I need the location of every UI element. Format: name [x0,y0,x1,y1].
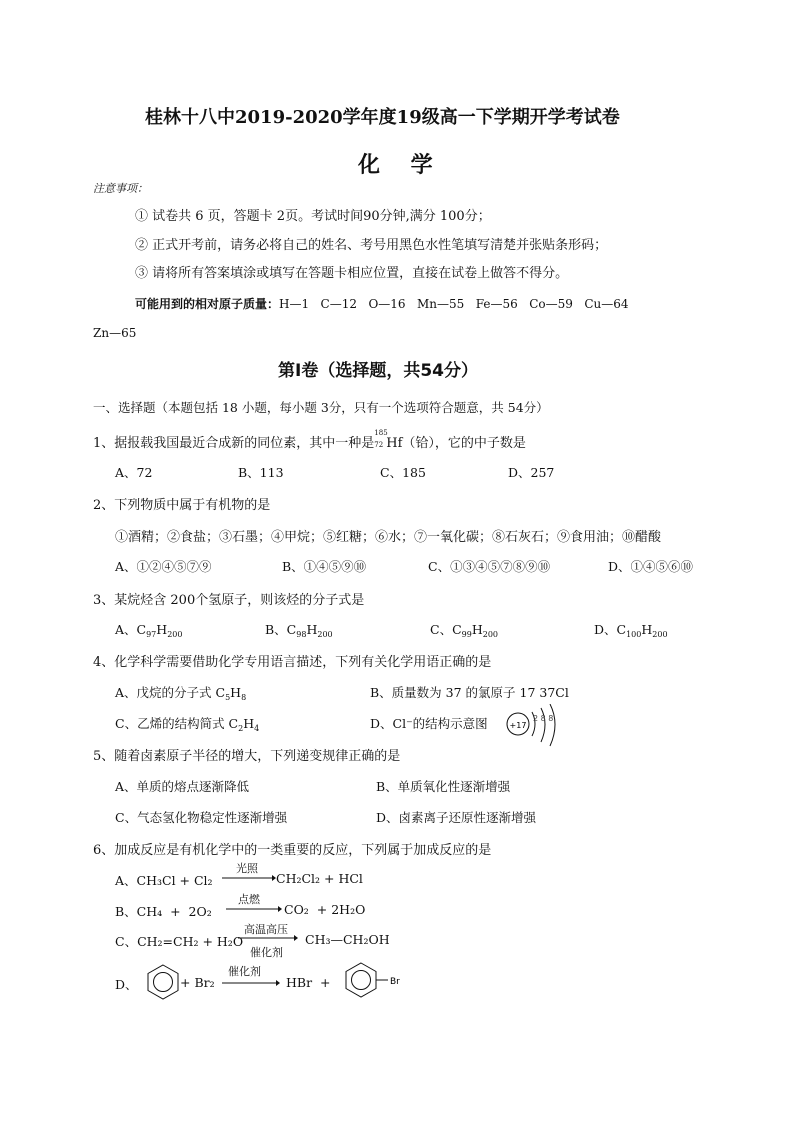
q6-c-condition-top: 高温高压 [244,923,288,936]
q5-option-a: A、单质的熔点逐渐降低 [115,779,250,794]
q4-option-c: C、乙烯的结构简式 $C_2H_4$ [115,716,260,733]
section-title: 第Ⅰ卷（选择题，共54分） [278,361,478,381]
q4-option-a: A、戊烷的分子式 $C_5H_8$ [115,685,247,702]
q1-option-d: D、257 [508,465,555,480]
q6-b-reactants: B、CH₄ + 2O₂ [115,904,212,919]
note-item-3: ③ 请将所有答案填涂或填写在答题卡相应位置，直接在试卷上做答不得分。 [135,266,569,281]
atomic-mass-cont: Zn—65 [93,326,137,340]
q6-a-condition: 光照 [236,862,258,875]
q6-b-products: CO₂ + 2H₂O [284,902,366,917]
q6-b-condition: 点燃 [238,893,260,906]
question-1 [93,429,526,451]
bromobenzene-structure [341,960,411,1002]
q4-option-d: D、Cl⁻的结构示意图 [370,716,488,731]
q1-symbol: Hf（铪），它的中子数是 [386,436,526,451]
atomic-mass-values: H—1 C—12 O—16 Mn—55 Fe—56 Co—59 Cu—64 [279,297,629,311]
question-4: 4、化学科学需要借助化学专用语言描述，下列有关化学用语正确的是 [93,655,492,670]
q3-option-d: D、$C_{100}H_{200}$ [594,622,668,639]
q6-a-reactants: A、CH₃Cl + Cl₂ [115,873,213,888]
note-item-1: ① 试卷共 6 页，答题卡 2页。考试时间90分钟,满分 100分； [135,209,491,224]
section-instruction: 一、选择题（本题包括 18 小题，每小题 3分，只有一个选项符合题意，共 54分） [93,400,549,415]
isotope-notation [374,429,388,449]
q6-d-hbr: HBr + [286,975,331,990]
q5-option-d: D、卤素离子还原性逐渐增强 [376,810,537,825]
question-3: 3、某烷烃含 200个氢原子，则该烃的分子式是 [93,593,365,608]
q6-c-condition-bottom: 催化剂 [250,946,283,959]
q1-stem: 1、据报载我国最近合成新的同位素，其中一种是 [93,436,375,451]
arrow-icon [226,904,282,914]
q2-option-a: A、①②④⑤⑦⑨ [115,559,212,574]
bromine-label: Br [390,977,400,987]
q2-option-b: B、①④⑤⑨⑩ [282,559,367,574]
mass-number: 185 [374,429,388,437]
q3-option-b: B、$C_{98}H_{200}$ [265,622,333,639]
arrow-icon [222,873,276,883]
q6-d-bromine: + Br₂ [180,975,215,990]
arrow-icon [222,978,280,988]
shell-arc-3 [550,704,555,746]
atom-structure-diagram [504,704,564,750]
q6-c-reactants: C、CH₂=CH₂ + H₂O [115,934,244,949]
q5-option-b: B、单质氧化性逐渐增强 [376,779,511,794]
atomic-number: 72 [374,441,384,449]
q4-option-b: B、质量数为 37 的氯原子 17 37Cl [370,685,569,700]
atomic-mass-label: 可能用到的相对原子质量： [135,297,280,311]
question-6: 6、加成反应是有机化学中的一类重要的反应，下列属于加成反应的是 [93,843,492,858]
q2-option-d: D、①④⑤⑥⑩ [608,559,694,574]
q1-option-b: B、113 [238,465,284,480]
q3-option-c: C、$C_{99}H_{200}$ [430,622,499,639]
question-5: 5、随着卤素原子半径的增大，下列递变规律正确的是 [93,749,401,764]
arrow-icon [238,934,298,942]
q1-option-c: C、185 [380,465,426,480]
q6-c-products: CH₃—CH₂OH [305,932,390,947]
q2-substance-list: ①酒精；②食盐；③石墨；④甲烷；⑤红糖；⑥水；⑦一氧化碳；⑧石灰石；⑨食用油；⑩醋酸 [115,530,662,545]
shell-electrons: 2 8 8 [533,714,554,723]
q3-option-a: A、$C_{97}H_{200}$ [115,622,183,639]
q2-option-c: C、①③④⑤⑦⑧⑨⑩ [428,559,551,574]
note-item-2: ② 正式开考前，请务必将自己的姓名、考号用黑色水性笔填写清楚并张贴条形码； [135,238,608,253]
nucleus-charge: +17 [509,721,527,730]
atomic-mass-line [135,295,629,312]
question-2: 2、下列物质中属于有机物的是 [93,498,271,513]
q5-option-c: C、气态氢化物稳定性逐渐增强 [115,810,288,825]
q6-d-condition: 催化剂 [228,965,261,978]
exam-title: 桂林十八中2019-2020学年度19级高一下学期开学考试卷 [145,107,620,128]
q6-a-products: CH₂Cl₂ + HCl [276,871,363,886]
q1-option-a: A、72 [115,465,153,480]
notes-label: 注意事项： [93,182,148,195]
benzene-ring [143,962,183,1002]
subject-title: 化 学 [358,152,433,178]
q6-d-label: D、 [115,977,138,992]
